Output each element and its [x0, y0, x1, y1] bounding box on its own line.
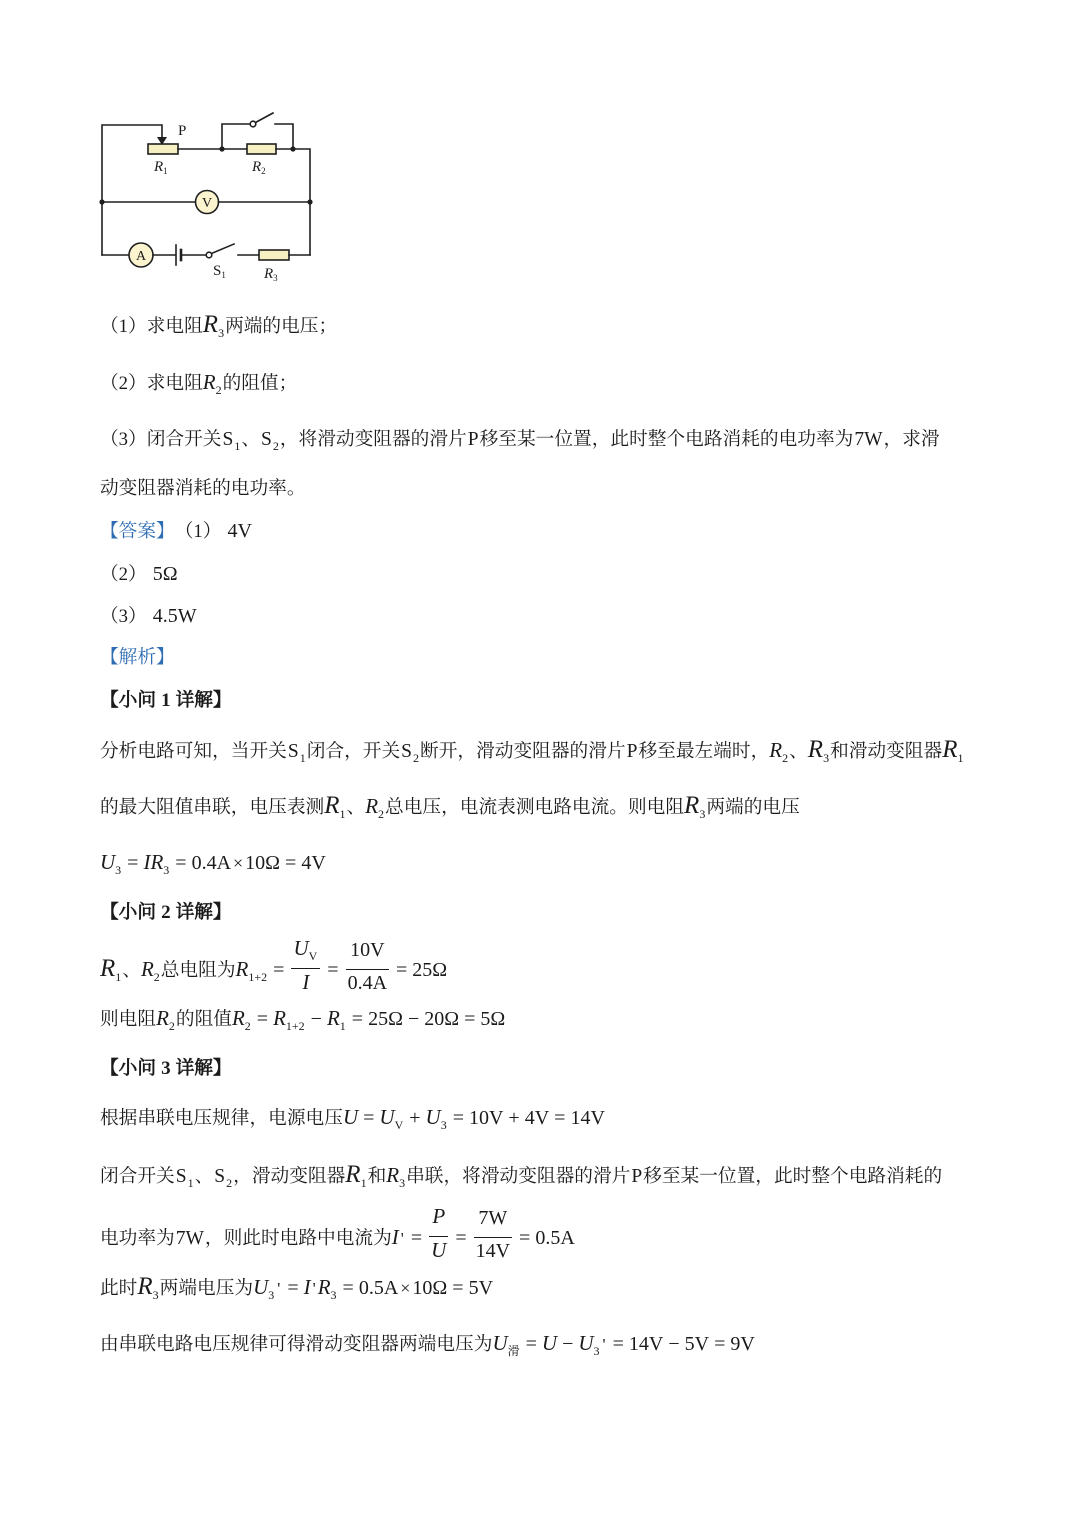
- operator: =: [342, 1277, 354, 1299]
- junction-dot: [307, 199, 312, 204]
- resistor-r3: [259, 250, 289, 260]
- quantity: 9V: [730, 1333, 755, 1355]
- part2-line-2: [100, 1003, 505, 1035]
- subscript: 3: [115, 863, 122, 877]
- heading-text: 详解】: [175, 690, 232, 711]
- operator: =: [363, 1107, 375, 1129]
- quantity: 0.5A: [535, 1227, 575, 1249]
- s1-label: [213, 263, 226, 280]
- switch-s2-left-wire: [222, 124, 250, 149]
- part1-equation: [100, 847, 326, 878]
- operator: =: [287, 1277, 299, 1299]
- operator: =: [714, 1333, 726, 1355]
- text: 闭合开关: [100, 1166, 175, 1187]
- variable: IR: [143, 850, 164, 874]
- text: 、: [241, 429, 261, 450]
- text: 由串联电路电压规律可得滑动变阻器两端电压为: [100, 1334, 493, 1355]
- prime: ': [312, 1279, 316, 1298]
- part1-line-1: [100, 735, 964, 767]
- operator: =: [519, 1227, 531, 1249]
- quantity: 5V: [684, 1333, 710, 1355]
- fraction-denominator: [346, 970, 389, 1002]
- text: 串联，将滑动变阻器的滑片: [406, 1166, 631, 1187]
- subscript: 3: [699, 807, 706, 821]
- switch-s2-right-wire: [275, 124, 293, 149]
- fraction: [429, 1203, 448, 1270]
- question-3-line-2: [100, 474, 306, 504]
- operator: −: [310, 1008, 322, 1030]
- junction-dot: [290, 146, 295, 151]
- text: 移至最左端时，: [638, 741, 770, 762]
- subscript: 3: [163, 863, 170, 877]
- subscript: 2: [782, 751, 789, 765]
- variable: U: [379, 1105, 395, 1129]
- subscript: 1: [339, 807, 346, 821]
- subscript: 3: [593, 1344, 600, 1358]
- subscript: 3: [152, 1288, 159, 1302]
- text: 和: [367, 1166, 387, 1187]
- operator: ×: [400, 1278, 411, 1298]
- question-1: [100, 310, 337, 342]
- fraction-numerator: [474, 1205, 512, 1238]
- quantity: 5Ω: [480, 1008, 506, 1030]
- text: （1）求电阻: [100, 316, 203, 337]
- operator: =: [554, 1107, 566, 1129]
- variable: R: [202, 370, 216, 394]
- r1-subscript: 1: [163, 166, 168, 176]
- prime: ': [400, 1229, 404, 1248]
- operator: =: [396, 959, 408, 981]
- operator: =: [452, 1277, 464, 1299]
- text: 总电压，电流表测电路电流。则电阻: [385, 797, 685, 818]
- subscript: 1: [957, 751, 964, 765]
- part2-line-1: [100, 935, 447, 1002]
- quantity: 4V: [301, 852, 326, 874]
- operator: =: [285, 852, 297, 874]
- subscript: 1: [360, 1176, 367, 1190]
- variable: I: [303, 1275, 311, 1299]
- answer-3: [100, 601, 197, 632]
- quantity: 0.4A: [191, 852, 232, 874]
- operator: =: [452, 1107, 464, 1129]
- operator: =: [464, 1008, 476, 1030]
- text: 断开，滑动变阻器的滑片: [420, 741, 626, 762]
- text: 分析电路可知，当开关: [100, 741, 287, 762]
- subscript: 2: [272, 439, 279, 453]
- operator: =: [273, 959, 285, 981]
- variable: R: [807, 736, 824, 763]
- symbol: S: [287, 741, 299, 762]
- subscript: 1+2: [285, 1019, 305, 1033]
- subscript: 2: [244, 1019, 251, 1033]
- text: 两端的电压: [706, 797, 800, 818]
- answer-label: 【答案】: [100, 521, 175, 542]
- fraction-numerator: [346, 937, 389, 970]
- text: 两端电压为: [159, 1278, 254, 1299]
- variable: U: [293, 936, 309, 960]
- variable: R: [156, 1006, 169, 1030]
- quantity: 7W: [478, 1207, 508, 1229]
- answer-value: 4V: [227, 520, 252, 542]
- part1-line-2: [100, 791, 800, 823]
- quantity: 7W: [854, 429, 883, 450]
- heading-text: 【小问: [100, 902, 157, 923]
- part1-heading: [100, 686, 232, 716]
- operator: =: [351, 1008, 364, 1030]
- variable: U: [342, 1105, 359, 1129]
- part3-heading: [100, 1054, 232, 1084]
- r3-symbol: R: [264, 266, 274, 282]
- r2-subscript: 2: [261, 166, 266, 176]
- text: 根据串联电压规律，电源电压: [100, 1108, 343, 1129]
- symbol: S: [214, 1166, 226, 1187]
- fraction-denominator: [429, 1237, 448, 1270]
- text: 、: [346, 797, 366, 818]
- subscript: 3: [218, 326, 225, 340]
- operator: =: [525, 1333, 537, 1355]
- fraction: [291, 935, 320, 1002]
- subscript: 2: [168, 1019, 175, 1033]
- symbol: P: [626, 741, 638, 762]
- variable: R: [317, 1275, 331, 1299]
- text: ，滑动变阻器: [233, 1166, 346, 1187]
- symbol: P: [631, 1166, 643, 1187]
- s1-subscript: 1: [221, 270, 226, 280]
- slider-label: P: [178, 123, 187, 139]
- variable: R: [684, 792, 700, 819]
- ammeter-label: A: [135, 249, 147, 264]
- analysis-label-line: [100, 643, 175, 673]
- symbol: S: [261, 429, 272, 450]
- s1-symbol: S: [213, 263, 222, 279]
- variable: U: [492, 1331, 508, 1355]
- subscript: 1: [339, 1019, 346, 1033]
- subscript: V: [394, 1118, 404, 1132]
- part3-line-1: [100, 1102, 605, 1134]
- heading-number: 3: [161, 1058, 171, 1079]
- heading-text: 【小问: [100, 690, 157, 711]
- operator: =: [175, 852, 187, 874]
- heading-text: 【小问: [100, 1058, 157, 1079]
- variable: U: [253, 1275, 269, 1299]
- subscript: 3: [440, 1118, 447, 1132]
- text: 电功率为: [100, 1228, 175, 1249]
- r3-subscript: 3: [273, 273, 278, 283]
- quantity: 4V: [524, 1107, 550, 1129]
- operator: +: [508, 1107, 520, 1129]
- subscript: 2: [226, 1176, 233, 1190]
- quantity: 14V: [475, 1240, 511, 1262]
- quantity: 0.5A: [358, 1277, 399, 1299]
- text: 则电阻: [100, 1009, 157, 1030]
- subscript: 3: [268, 1288, 275, 1302]
- text: 动变阻器消耗的电功率。: [100, 478, 306, 499]
- text: 闭合，开关: [306, 741, 401, 762]
- r1-label: [153, 159, 168, 176]
- prime: ': [277, 1279, 281, 1298]
- answer-number: （2）: [100, 564, 147, 585]
- part2-heading: [100, 898, 232, 928]
- heading-number: 1: [161, 690, 171, 711]
- subscript: 1+2: [248, 970, 268, 984]
- variable: R: [273, 1006, 286, 1030]
- subscript: 2: [378, 807, 385, 821]
- quantity: 0.4A: [347, 972, 388, 994]
- subscript: 滑: [507, 1344, 520, 1358]
- operator: =: [327, 959, 339, 981]
- voltmeter-label: V: [201, 196, 213, 211]
- variable: U: [431, 1238, 447, 1262]
- subscript: 1: [234, 439, 241, 453]
- text: 此时: [100, 1278, 138, 1299]
- variable: U: [100, 850, 116, 874]
- operator: =: [612, 1333, 624, 1355]
- resistor-r1: [148, 144, 178, 154]
- part3-line-2: [100, 1160, 942, 1192]
- resistor-r2: [247, 144, 276, 154]
- question-3-line-1: [100, 425, 940, 455]
- variable: R: [769, 738, 783, 762]
- part3-line-3: [100, 1203, 575, 1270]
- variable: U: [425, 1105, 441, 1129]
- r2-symbol: R: [252, 159, 262, 175]
- subscript: 2: [413, 751, 420, 765]
- text: 两端的电压；: [225, 316, 338, 337]
- operator: +: [409, 1107, 421, 1129]
- r1-symbol: R: [154, 159, 164, 175]
- operator: −: [668, 1333, 680, 1355]
- variable: R: [231, 1006, 245, 1030]
- variable: R: [345, 1161, 361, 1188]
- symbol: S: [222, 429, 234, 450]
- text: ，将滑动变阻器的滑片: [279, 429, 467, 450]
- variable: I: [391, 1225, 399, 1249]
- fraction-numerator: [429, 1203, 448, 1237]
- text: 的阻值: [175, 1009, 232, 1030]
- quantity: 10Ω: [412, 1277, 448, 1299]
- heading-text: 详解】: [175, 1058, 232, 1079]
- circuit-diagram: [0, 0, 340, 300]
- heading-text: 详解】: [175, 902, 232, 923]
- part3-line-5: [100, 1328, 755, 1360]
- text: 的最大阻值串联，电压表测: [100, 797, 325, 818]
- analysis-label: 【解析】: [100, 647, 175, 668]
- quantity: 10V: [350, 939, 385, 961]
- operator: −: [407, 1008, 420, 1030]
- fraction-denominator: [291, 969, 320, 1002]
- quantity: 10V: [468, 1107, 504, 1129]
- operator: =: [127, 852, 139, 874]
- text: 的阻值；: [222, 373, 298, 394]
- variable: R: [137, 1273, 153, 1300]
- text: ，求滑: [883, 429, 940, 450]
- text: （2）求电阻: [100, 373, 203, 394]
- quantity: 20Ω: [424, 1008, 460, 1030]
- subscript: 3: [823, 751, 830, 765]
- switch-s2-blade: [256, 113, 274, 123]
- operator: =: [455, 1227, 467, 1249]
- symbol: P: [467, 429, 479, 450]
- text: 、: [122, 960, 141, 981]
- variable: R: [324, 792, 340, 819]
- text: 、: [789, 741, 808, 762]
- junction-dot: [219, 146, 224, 151]
- variable: R: [202, 311, 219, 338]
- quantity: 10Ω: [245, 852, 281, 874]
- subscript: 2: [215, 383, 222, 397]
- answer-number: （1）: [174, 521, 222, 542]
- switch-s1-blade: [212, 244, 235, 254]
- answer-1: [100, 516, 252, 547]
- variable: R: [100, 955, 116, 982]
- text: 移至某一位置，此时整个电路消耗的电功率为: [479, 429, 854, 450]
- fraction: [474, 1205, 512, 1270]
- r2-label: [251, 159, 266, 176]
- operator: −: [562, 1333, 574, 1355]
- variable: U: [578, 1331, 594, 1355]
- question-2: [100, 367, 297, 399]
- text: ，则此时电路中电流为: [204, 1228, 392, 1249]
- prime: ': [602, 1335, 606, 1354]
- fraction-denominator: [474, 1238, 512, 1270]
- r3-label: [263, 266, 278, 283]
- quantity: 14V: [570, 1107, 605, 1129]
- part3-line-4: [100, 1272, 493, 1304]
- answer-number: （3）: [100, 606, 147, 627]
- text: 、: [194, 1166, 214, 1187]
- operator: ×: [233, 853, 244, 873]
- text: 总电阻为: [160, 960, 236, 981]
- variable: R: [365, 794, 379, 818]
- subscript: 1: [299, 751, 306, 765]
- variable: R: [235, 957, 249, 981]
- quantity: 7W: [175, 1228, 204, 1249]
- heading-number: 2: [161, 902, 171, 923]
- text: 和滑动变阻器: [830, 741, 943, 762]
- text: （3）闭合开关: [100, 429, 222, 450]
- variable: R: [386, 1163, 400, 1187]
- junction-dot: [99, 199, 104, 204]
- variable: R: [942, 736, 958, 763]
- answer-2: [100, 559, 178, 590]
- variable: P: [432, 1204, 446, 1228]
- quantity: 14V: [628, 1333, 664, 1355]
- fraction: [346, 937, 389, 1002]
- variable: R: [326, 1006, 340, 1030]
- variable: R: [140, 957, 154, 981]
- subscript: 1: [187, 1176, 194, 1190]
- variable: U: [541, 1331, 558, 1355]
- subscript: 2: [153, 970, 160, 984]
- quantity: 5V: [468, 1277, 494, 1299]
- text: 移至某一位置，此时整个电路消耗的: [643, 1166, 943, 1187]
- fraction-numerator: [291, 935, 320, 969]
- subscript: V: [308, 949, 318, 963]
- quantity: 25Ω: [412, 959, 448, 981]
- answer-value: 4.5W: [152, 605, 197, 627]
- quantity: 25Ω: [368, 1008, 403, 1030]
- symbol: S: [401, 741, 413, 762]
- variable: I: [302, 970, 310, 994]
- subscript: 3: [330, 1288, 337, 1302]
- operator: =: [256, 1008, 269, 1030]
- answer-value: 5Ω: [152, 563, 178, 585]
- operator: =: [410, 1227, 423, 1249]
- subscript: 3: [399, 1176, 406, 1190]
- subscript: 1: [115, 970, 122, 984]
- symbol: S: [175, 1166, 187, 1187]
